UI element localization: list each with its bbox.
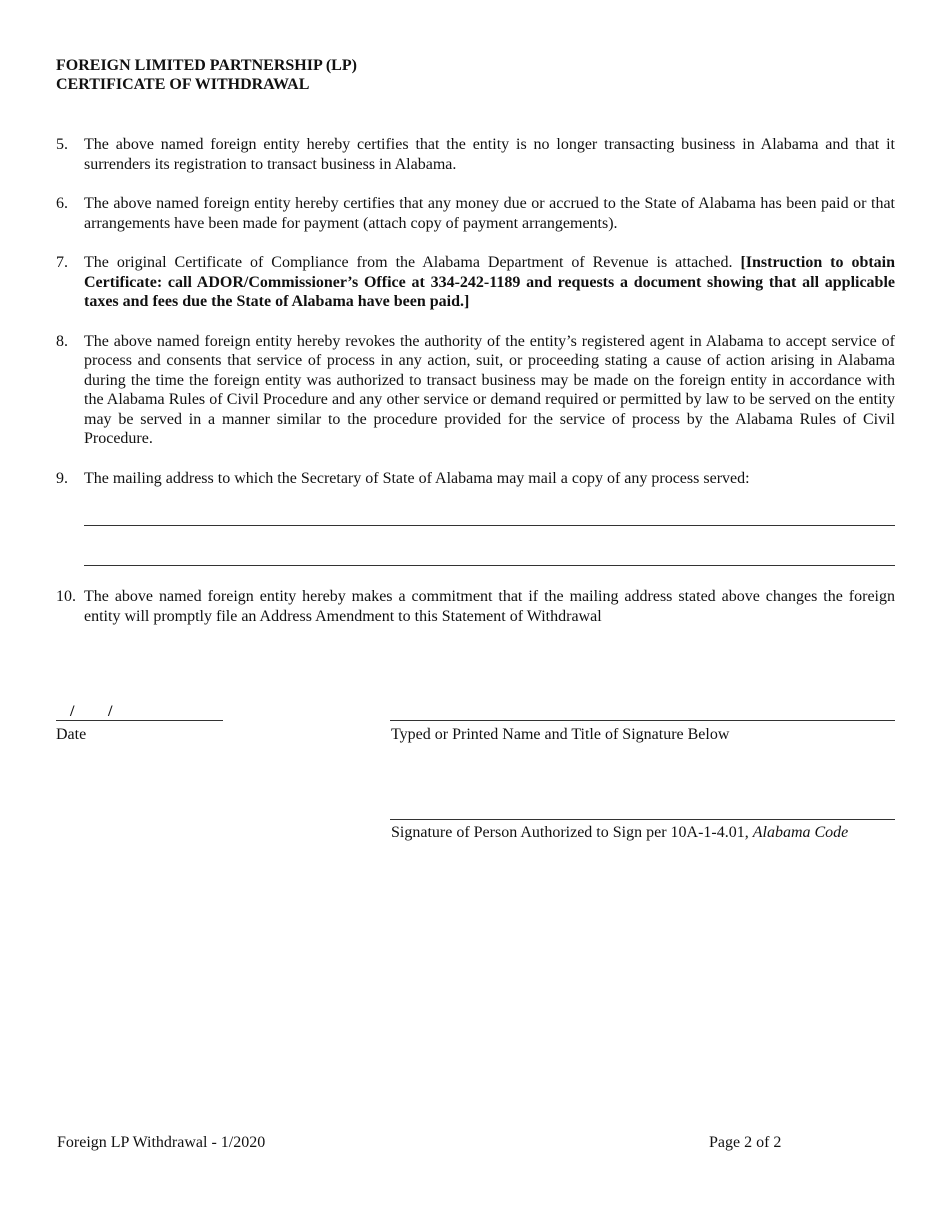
date-line[interactable] — [56, 720, 223, 721]
form-title-line-2: CERTIFICATE OF WITHDRAWAL — [56, 76, 310, 93]
item-text: The mailing address to which the Secretary of State of Alabama may mail a copy of any process served: — [84, 469, 750, 487]
item-10 — [56, 587, 895, 626]
form-title — [56, 56, 357, 94]
date-label: Date — [56, 726, 87, 743]
item-number: 6. — [56, 195, 68, 212]
page-number: Page 2 of 2 — [709, 1134, 782, 1151]
signature-label-text: Signature of Person Authorized to Sign per 10A-1-4.01, — [391, 824, 749, 841]
item-number: 5. — [56, 136, 68, 153]
item-text: The above named foreign entity hereby makes a commitment that if the mailing address stated above changes the foreign entity will promptly file an Address Amendment to this Statement of Withdrawal — [84, 588, 895, 625]
signature-line[interactable] — [390, 819, 895, 820]
item-text: The above named foreign entity hereby revokes the authority of the entity’s registered agent in Alabama to accept service of process and consents that service of process in any action, suit, or proceeding stating a cause of action arising in Alabama during the time the foreign entity was authorized to transact business may be made on the foreign entity in accordance with the Alabama Rules of Civil Procedure and any other service or demand required or permitted by law to be served on the entity may be served in a manner similar to the procedure provided for the service of process by the Alabama Rules of Civil Procedure. — [84, 332, 895, 447]
item-text: The above named foreign entity hereby certifies that the entity is no longer transacting business in Alabama and that it surrenders its registration to transact business in Alabama. — [84, 136, 895, 173]
item-8 — [56, 332, 895, 449]
mailing-address-line-1[interactable] — [84, 525, 895, 526]
form-title-line-1: FOREIGN LIMITED PARTNERSHIP (LP) — [56, 57, 357, 74]
date-slash: / — [70, 703, 75, 720]
item-number: 9. — [56, 469, 68, 487]
item-number: 8. — [56, 332, 68, 350]
item-9 — [56, 469, 895, 489]
mailing-address-line-2[interactable] — [84, 565, 895, 566]
item-7 — [56, 253, 895, 312]
signature-label — [391, 823, 848, 842]
numbered-items — [56, 135, 895, 488]
form-id: Foreign LP Withdrawal - 1/2020 — [57, 1134, 266, 1151]
signature-label-code: Alabama Code — [752, 824, 849, 841]
item-text-block — [84, 253, 895, 312]
item-number: 10. — [56, 588, 76, 605]
item-text: The original Certificate of Compliance from the Alabama Department of Revenue is attached. — [84, 254, 733, 271]
instruction-text: [Instruction to obtain Certificate: call ADOR/Commissioner’s Office at 334-242-1189 and requests a document showing that all applicable taxes and fees due the State of Alabama have been paid.] — [84, 254, 896, 310]
item-number: 7. — [56, 254, 68, 271]
numbered-items-continued — [56, 587, 895, 626]
item-6 — [56, 194, 895, 233]
item-5 — [56, 135, 895, 174]
printed-name-label: Typed or Printed Name and Title of Signature Below — [391, 726, 730, 743]
printed-name-line[interactable] — [390, 720, 895, 721]
date-slash: / — [108, 703, 113, 720]
item-text: The above named foreign entity hereby certifies that any money due or accrued to the State of Alabama has been paid or that arrangements have been made for payment (attach copy of payment arrangements). — [84, 195, 895, 232]
